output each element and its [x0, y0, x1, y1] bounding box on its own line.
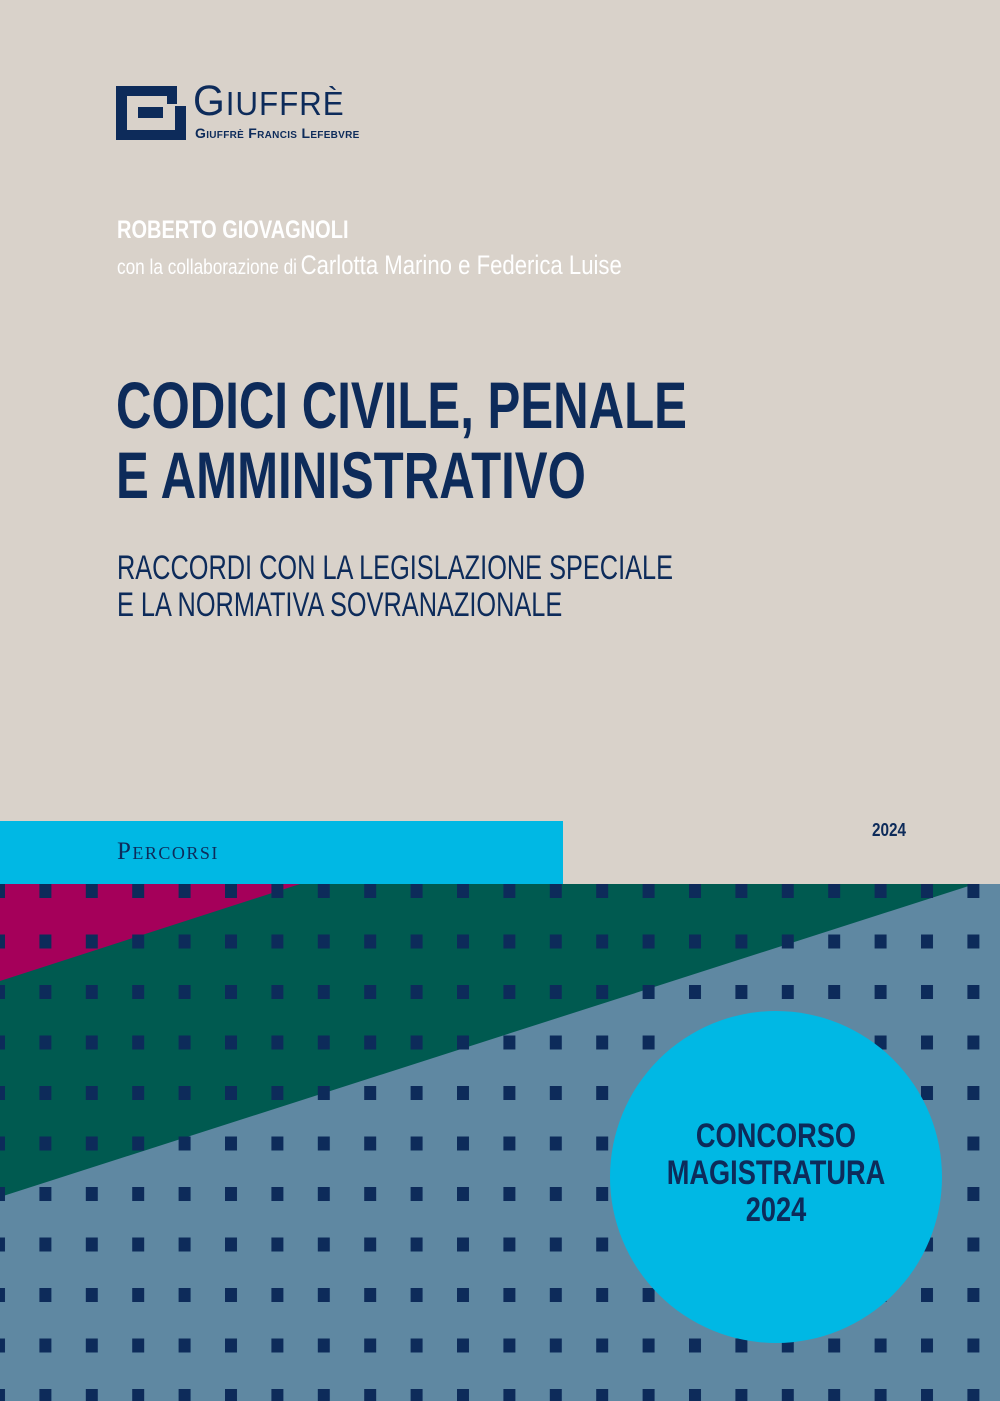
author-name: ROBERTO GIOVAGNOLI — [117, 216, 349, 244]
exam-badge-text — [610, 1118, 942, 1229]
badge-line-3: 2024 — [745, 1191, 807, 1229]
collaborator-names: Carlotta Marino e Federica Luise — [300, 250, 622, 280]
publisher-wordmark: GIUFFRÈ — [193, 77, 345, 125]
book-title-line-1: CODICI CIVILE, PENALE — [116, 368, 687, 442]
badge-line-2: MAGISTRATURA — [666, 1154, 886, 1192]
series-band — [0, 821, 563, 884]
book-subtitle-line-2: E LA NORMATIVA SOVRANAZIONALE — [117, 586, 563, 624]
book-title-line-2: E AMMINISTRATIVO — [116, 438, 586, 512]
publisher-subtitle: Giuffrè Francis Lefebvre — [195, 125, 360, 141]
g-logo-icon — [116, 86, 186, 140]
series-label: Percorsi — [117, 838, 219, 865]
collaboration-prefix: con la collaborazione di — [117, 256, 297, 279]
badge-line-1: CONCORSO — [695, 1117, 857, 1155]
book-subtitle-line-1: RACCORDI CON LA LEGISLAZIONE SPECIALE — [117, 549, 674, 587]
collaborators-line — [117, 250, 622, 281]
edition-year: 2024 — [872, 820, 907, 840]
